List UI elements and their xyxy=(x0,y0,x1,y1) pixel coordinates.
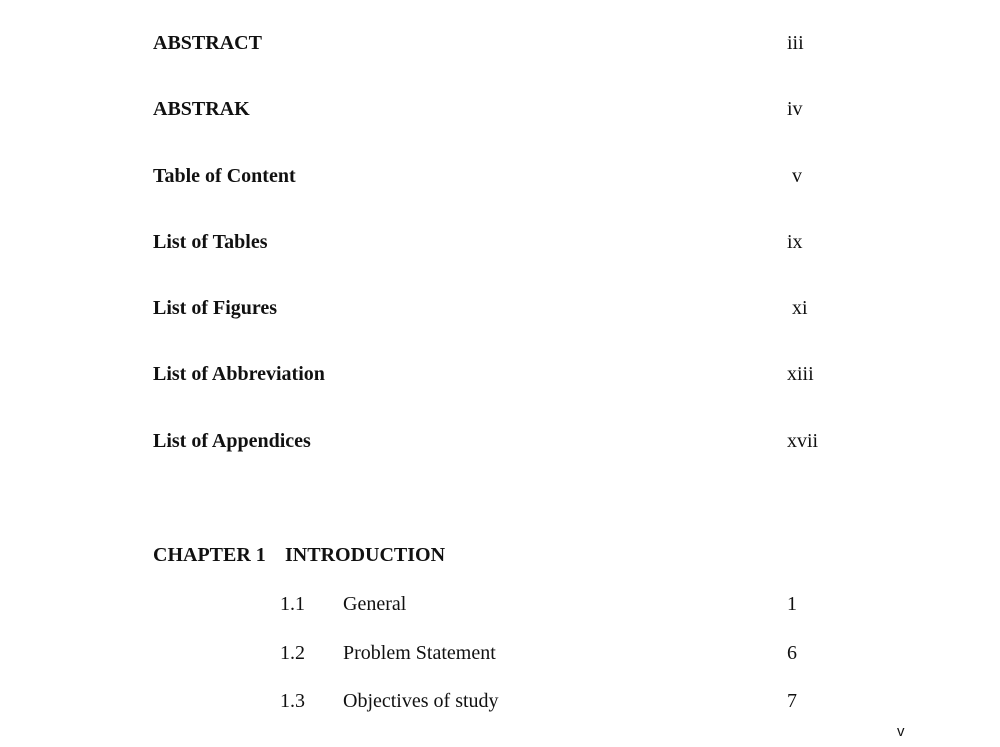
toc-page-abstract: iii xyxy=(787,32,804,54)
toc-entry-abstrak: ABSTRAK xyxy=(153,98,250,120)
section-number: 1.1 xyxy=(280,593,305,615)
toc-entry-table-of-content: Table of Content xyxy=(153,165,296,187)
toc-entry-list-of-tables: List of Tables xyxy=(153,231,268,253)
section-page: 1 xyxy=(787,593,797,615)
chapter-number: CHAPTER 1 xyxy=(153,544,266,566)
toc-page-abstrak: iv xyxy=(787,98,803,120)
toc-page-table-of-content: v xyxy=(792,165,802,187)
section-number: 1.2 xyxy=(280,642,305,664)
toc-entry-list-of-appendices: List of Appendices xyxy=(153,430,311,452)
chapter-title: INTRODUCTION xyxy=(285,544,446,566)
toc-page-list-of-appendices: xvii xyxy=(787,430,819,452)
section-title: Objectives of study xyxy=(343,690,499,712)
section-number: 1.3 xyxy=(280,690,305,712)
toc-page-list-of-abbreviation: xiii xyxy=(787,363,814,385)
toc-page-list-of-tables: ix xyxy=(787,231,803,253)
section-page: 7 xyxy=(787,690,797,712)
toc-entry-list-of-abbreviation: List of Abbreviation xyxy=(153,363,325,385)
section-title: Problem Statement xyxy=(343,642,496,664)
toc-page-list-of-figures: xi xyxy=(792,297,808,319)
section-page: 6 xyxy=(787,642,797,664)
section-title: General xyxy=(343,593,407,615)
toc-entry-abstract: ABSTRACT xyxy=(153,32,262,54)
chapter-heading xyxy=(153,543,445,567)
toc-entry-list-of-figures: List of Figures xyxy=(153,297,278,319)
footer-page-number: v xyxy=(897,723,905,740)
